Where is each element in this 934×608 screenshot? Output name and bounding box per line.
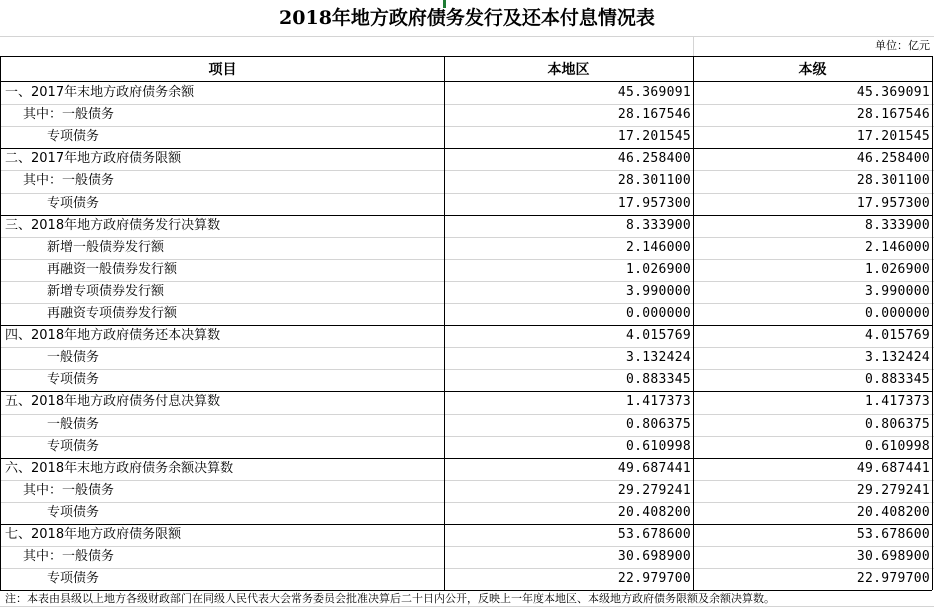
row-label[interactable]: 一般债务 bbox=[47, 350, 100, 366]
row-label[interactable]: 专项债务 bbox=[47, 129, 100, 145]
row-label[interactable]: 再融资专项债券发行额 bbox=[47, 306, 178, 321]
cell-local[interactable]: 2.146000 bbox=[625, 239, 691, 255]
grid-hline bbox=[0, 170, 934, 171]
cell-local[interactable]: 4.015769 bbox=[625, 328, 691, 344]
cell-level[interactable]: 8.333900 bbox=[864, 217, 930, 233]
cell-local[interactable]: 22.979700 bbox=[617, 571, 691, 587]
row-label[interactable]: 三、2018年地方政府债务发行决算数 bbox=[5, 217, 221, 233]
grid-hline bbox=[0, 148, 932, 149]
grid-hline bbox=[0, 237, 934, 238]
cell-local[interactable]: 20.408200 bbox=[617, 504, 691, 520]
cell-level[interactable]: 20.408200 bbox=[856, 504, 930, 520]
cell-local[interactable]: 0.806375 bbox=[625, 416, 691, 432]
cell-level[interactable]: 28.167546 bbox=[856, 107, 930, 123]
grid-hline bbox=[0, 259, 934, 260]
cell-level[interactable]: 30.698900 bbox=[856, 549, 930, 565]
cell-level[interactable]: 22.979700 bbox=[856, 571, 930, 587]
cell-local[interactable]: 0.883345 bbox=[625, 372, 691, 388]
cell-level[interactable]: 3.132424 bbox=[864, 350, 930, 366]
grid-hline bbox=[0, 502, 934, 503]
grid-vline bbox=[444, 56, 445, 590]
cell-local[interactable]: 8.333900 bbox=[625, 217, 691, 233]
row-label[interactable]: 专项债务 bbox=[47, 195, 100, 211]
cell-level[interactable]: 3.990000 bbox=[864, 283, 930, 299]
header-level[interactable]: 本级 bbox=[798, 62, 827, 78]
grid-hline bbox=[0, 81, 932, 82]
grid-hline bbox=[0, 414, 934, 415]
row-label[interactable]: 四、2018年地方政府债务还本决算数 bbox=[5, 328, 221, 344]
grid-hline bbox=[0, 347, 934, 348]
cell-local[interactable]: 28.301100 bbox=[617, 173, 691, 189]
cell-local[interactable]: 3.990000 bbox=[625, 283, 691, 299]
grid-hline bbox=[0, 303, 934, 304]
row-label[interactable]: 专项债务 bbox=[47, 372, 100, 388]
cell-level[interactable]: 46.258400 bbox=[856, 151, 930, 167]
grid-hline bbox=[0, 325, 932, 326]
grid-hline bbox=[0, 546, 934, 547]
row-label[interactable]: 二、2017年地方政府债务限额 bbox=[5, 151, 182, 167]
grid-vline bbox=[932, 56, 933, 590]
grid-hline bbox=[0, 391, 932, 392]
grid-vline bbox=[693, 56, 694, 590]
cell-local[interactable]: 53.678600 bbox=[617, 527, 691, 542]
grid-hline bbox=[0, 436, 934, 437]
cell-local[interactable]: 28.167546 bbox=[617, 107, 691, 123]
row-label[interactable]: 七、2018年地方政府债务限额 bbox=[5, 527, 182, 542]
row-label[interactable]: 再融资一般债券发行额 bbox=[47, 261, 178, 277]
row-label[interactable]: 专项债务 bbox=[47, 571, 100, 587]
grid-hline bbox=[0, 56, 932, 57]
grid-hline bbox=[0, 458, 932, 459]
cell-level[interactable]: 2.146000 bbox=[864, 239, 930, 255]
header-local[interactable]: 本地区 bbox=[547, 62, 590, 78]
row-label[interactable]: 一般债务 bbox=[47, 416, 100, 432]
cell-level[interactable]: 1.417373 bbox=[864, 394, 930, 410]
cell-level[interactable]: 17.957300 bbox=[856, 195, 930, 211]
cell-local[interactable]: 17.201545 bbox=[617, 129, 691, 145]
grid-hline bbox=[0, 104, 934, 105]
cell-local[interactable]: 46.258400 bbox=[617, 151, 691, 167]
grid-hline bbox=[0, 193, 934, 194]
cell-level[interactable]: 45.369091 bbox=[856, 85, 930, 100]
cell-local[interactable]: 17.957300 bbox=[617, 195, 691, 211]
grid-hline bbox=[0, 369, 934, 370]
grid-hline bbox=[0, 36, 934, 37]
unit-label[interactable]: 单位：亿元 bbox=[875, 39, 930, 52]
footnote[interactable]: 注：本表由县级以上地方各级财政部门在同级人民代表大会常务委员会批准决算后二十日内公开，反映上一年度本地区、本级地方政府债务限额及余额决算数。 bbox=[5, 592, 775, 606]
grid-vline bbox=[693, 37, 694, 56]
cell-level[interactable]: 1.026900 bbox=[864, 261, 930, 277]
row-label[interactable]: 其中：一般债务 bbox=[23, 173, 115, 189]
grid-hline bbox=[0, 480, 934, 481]
cell-level[interactable]: 29.279241 bbox=[856, 482, 930, 498]
cell-level[interactable]: 28.301100 bbox=[856, 173, 930, 189]
cell-level[interactable]: 0.000000 bbox=[864, 306, 930, 321]
cell-local[interactable]: 49.687441 bbox=[617, 460, 691, 476]
header-item[interactable]: 项目 bbox=[208, 62, 237, 78]
row-label[interactable]: 专项债务 bbox=[47, 438, 100, 454]
cell-level[interactable]: 17.201545 bbox=[856, 129, 930, 145]
cell-local[interactable]: 3.132424 bbox=[625, 350, 691, 366]
cell-local[interactable]: 30.698900 bbox=[617, 549, 691, 565]
grid-hline bbox=[0, 524, 932, 525]
row-label[interactable]: 六、2018年末地方政府债务余额决算数 bbox=[5, 460, 234, 476]
grid-hline bbox=[0, 281, 934, 282]
cell-local[interactable]: 0.000000 bbox=[625, 306, 691, 321]
sheet-title[interactable]: 2018年地方政府债务发行及还本付息情况表 bbox=[279, 7, 655, 29]
cell-level[interactable]: 0.883345 bbox=[864, 372, 930, 388]
cell-level[interactable]: 0.806375 bbox=[864, 416, 930, 432]
cell-local[interactable]: 1.026900 bbox=[625, 261, 691, 277]
cell-level[interactable]: 0.610998 bbox=[864, 438, 930, 454]
grid-hline bbox=[0, 215, 932, 216]
cell-local[interactable]: 45.369091 bbox=[617, 85, 691, 100]
grid-hline bbox=[0, 126, 934, 127]
cell-level[interactable]: 4.015769 bbox=[864, 328, 930, 344]
cell-local[interactable]: 1.417373 bbox=[625, 394, 691, 410]
cell-local[interactable]: 29.279241 bbox=[617, 482, 691, 498]
grid-hline bbox=[0, 568, 934, 569]
row-label[interactable]: 专项债务 bbox=[47, 504, 100, 520]
row-label[interactable]: 新增专项债券发行额 bbox=[47, 283, 165, 299]
cell-local[interactable]: 0.610998 bbox=[625, 438, 691, 454]
row-label[interactable]: 五、2018年地方政府债务付息决算数 bbox=[5, 394, 221, 410]
row-label[interactable]: 其中：一般债务 bbox=[23, 107, 115, 123]
cell-level[interactable]: 49.687441 bbox=[856, 460, 930, 476]
row-label[interactable]: 新增一般债券发行额 bbox=[47, 239, 165, 255]
cell-level[interactable]: 53.678600 bbox=[856, 527, 930, 542]
row-label[interactable]: 一、2017年末地方政府债务余额 bbox=[5, 85, 195, 100]
grid-vline bbox=[0, 56, 1, 590]
row-label[interactable]: 其中：一般债务 bbox=[23, 549, 115, 565]
row-label[interactable]: 其中：一般债务 bbox=[23, 482, 115, 498]
